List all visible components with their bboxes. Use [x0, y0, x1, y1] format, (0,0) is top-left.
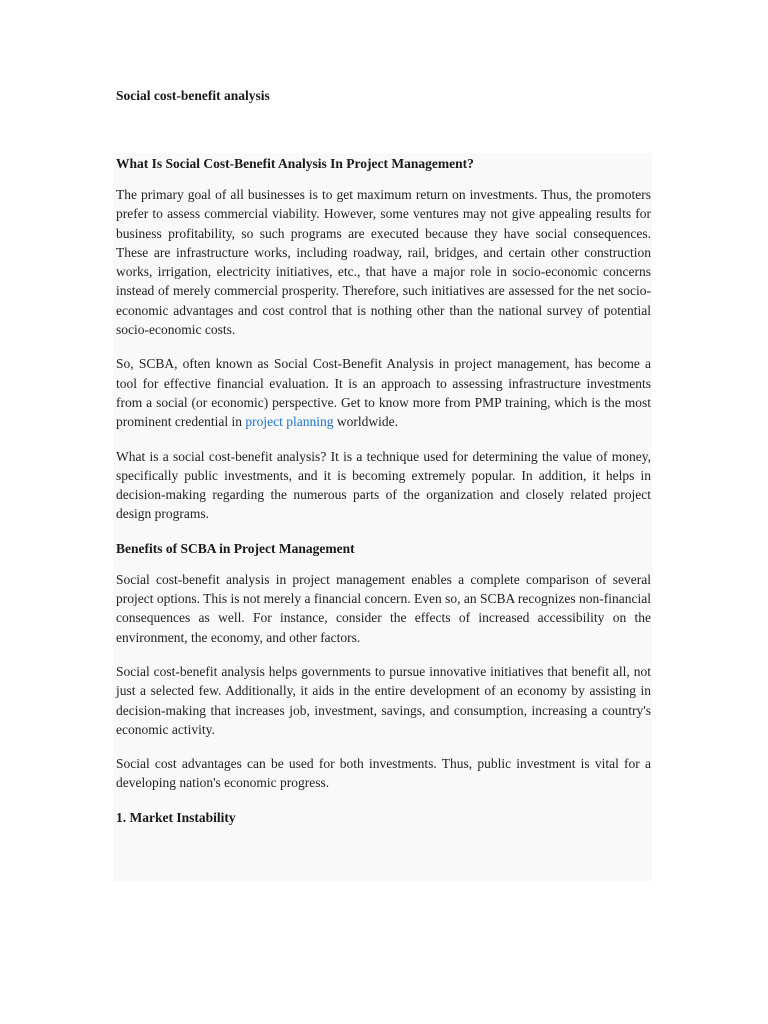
benefits-heading: Benefits of SCBA in Project Management	[116, 540, 355, 556]
paragraph-definition: What is a social cost-benefit analysis? It is a technique used for determining the value of money, specifically public investments, and it is becoming extremely popular. In addition, it helps in decision-making regarding the numerous parts of the organization and closely related project design programs.	[116, 448, 651, 522]
paragraph-benefits-1: Social cost-benefit analysis in project management enables a complete comparison of several project options. This is not merely a financial concern. Even so, an SCBA recognizes non-financial consequences as well. For instance, consider the effects of increased accessibility on the environment, the economy, and other factors.	[116, 571, 651, 645]
paragraph-scba	[116, 354, 651, 431]
project-planning-link[interactable]: project planning	[245, 414, 334, 430]
paragraph-scba-end: worldwide.	[333, 414, 398, 430]
paragraph-benefits-2: Social cost-benefit analysis helps governments to pursue innovative initiatives that benefit all, not just a selected few. Additionally, it aids in the entire development of an economy by assisting in decision-making that increases job, investment, savings, and consumption, increasing a country's economic activity.	[116, 663, 651, 737]
paragraph-benefits-3: Social cost advantages can be used for both investments. Thus, public investment is vital for a developing nation's economic progress.	[116, 756, 651, 791]
paragraph-intro: The primary goal of all businesses is to get maximum return on investments. Thus, the promoters prefer to assess commercial viability. However, some ventures may not give appealing results for business profitability, so such programs are executed because they have social consequences. These are infrastructure works, including roadway, rail, bridges, and certain other construction works, irrigation, electricity initiatives, etc., that have a major role in socio-economic concerns instead of merely commercial prosperity. Therefore, such initiatives are assessed for the net socio-economic advantages and cost control that is nothing other than the national survey of potential socio-economic costs.	[116, 187, 651, 338]
market-instability-heading: 1. Market Instability	[116, 809, 236, 825]
article-content	[116, 154, 651, 839]
paragraph-scba-text: So, SCBA, often known as Social Cost-Benefit Analysis in project management, has become a tool for effective financial evaluation. It is an approach to assessing infrastructure investments from a social (or economic) perspective. Get to know more from PMP training, which is the most prominent credential in	[116, 356, 651, 430]
document-title: Social cost-benefit analysis	[116, 88, 270, 103]
section-heading: What Is Social Cost-Benefit Analysis In Project Management?	[116, 156, 474, 171]
